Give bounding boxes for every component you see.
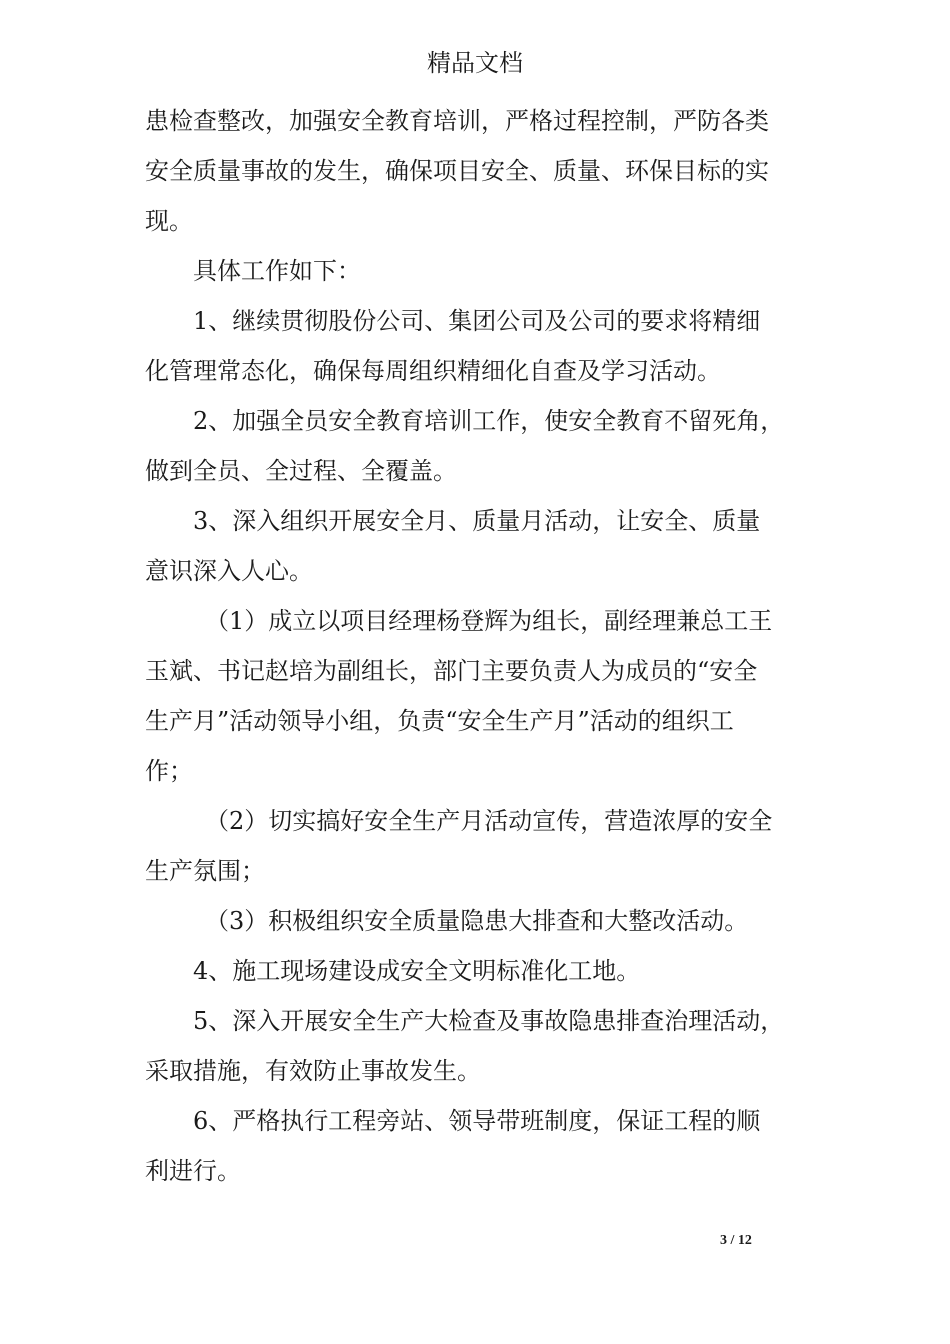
text-line: 采取措施，有效防止事故发生。 <box>145 1057 481 1085</box>
text-line: 现。 <box>145 207 193 235</box>
text-line: 生产氛围； <box>145 857 265 885</box>
sub-item-1: （1）成立以项目经理杨登辉为组长，副经理兼总工王 <box>205 607 773 635</box>
list-item-6: 6、严格执行工程旁站、领导带班制度，保证工程的顺 <box>193 1107 761 1135</box>
page-number: 3 / 12 <box>720 1233 752 1248</box>
text-line: 利进行。 <box>145 1157 241 1185</box>
sub-item-3: （3）积极组织安全质量隐患大排查和大整改活动。 <box>205 907 749 935</box>
sub-item-2: （2）切实搞好安全生产月活动宣传，营造浓厚的安全 <box>205 807 773 835</box>
list-item-2: 2、加强全员安全教育培训工作，使安全教育不留死角， <box>193 407 785 435</box>
page-header-title: 精品文档 <box>427 49 523 77</box>
list-item-1: 1、继续贯彻股份公司、集团公司及公司的要求将精细 <box>193 307 761 335</box>
list-item-3: 3、深入组织开展安全月、质量月活动，让安全、质量 <box>193 507 761 535</box>
list-item-5: 5、深入开展安全生产大检查及事故隐患排查治理活动， <box>193 1007 785 1035</box>
text-line: 意识深入人心。 <box>145 557 313 585</box>
text-line: 做到全员、全过程、全覆盖。 <box>145 457 457 485</box>
text-line: 生产月”活动领导小组，负责“安全生产月”活动的组织工 <box>145 707 734 735</box>
text-line: 作； <box>145 757 193 785</box>
paragraph-heading: 具体工作如下： <box>193 257 361 285</box>
text-line: 患检查整改，加强安全教育培训，严格过程控制，严防各类 <box>145 107 769 135</box>
text-line: 玉斌、书记赵培为副组长，部门主要负责人为成员的“安全 <box>145 657 758 685</box>
list-item-4: 4、施工现场建设成安全文明标准化工地。 <box>193 957 641 985</box>
text-line: 安全质量事故的发生，确保项目安全、质量、环保目标的实 <box>145 157 769 185</box>
text-line: 化管理常态化，确保每周组织精细化自查及学习活动。 <box>145 357 721 385</box>
document-body <box>145 96 809 1196</box>
